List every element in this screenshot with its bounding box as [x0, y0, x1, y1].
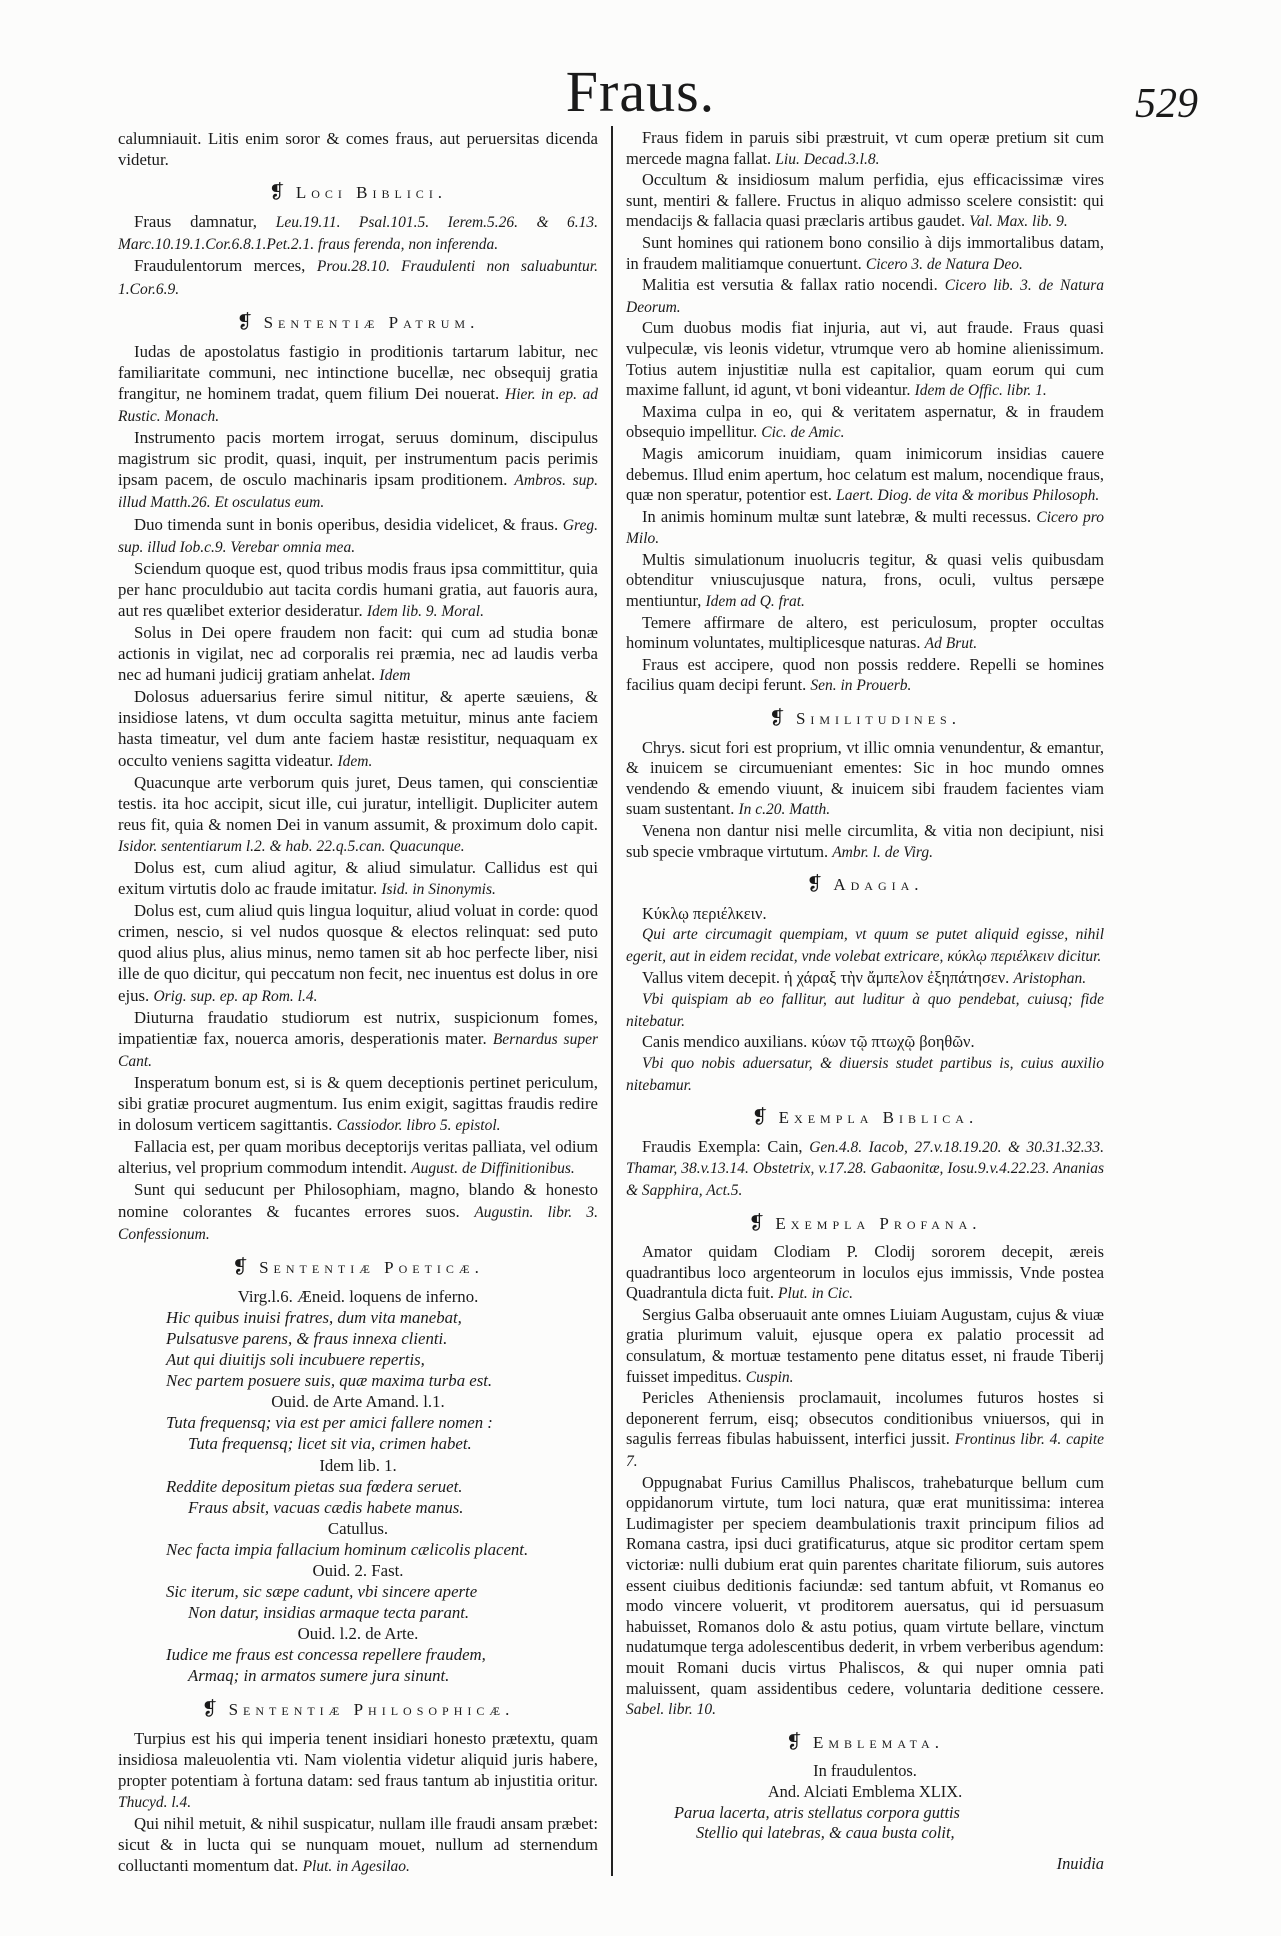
paragraph-text: In animis hominum multæ sunt latebræ, & multi recessus. — [642, 506, 1032, 526]
pilcrow-icon: ❡ — [201, 1698, 223, 1720]
citation: Cicero lib. 3. de Natura Deorum. — [626, 277, 1104, 316]
paragraph — [626, 1137, 1104, 1202]
sententiae-poeticae-list — [118, 1286, 598, 1687]
verse-source: Ouid. 2. Fast. — [312, 1561, 404, 1580]
citation: Greg. sup. illud Iob.c.9. Verebar omnia mea. — [118, 516, 598, 556]
citation: Idem lib. 9. Moral. — [366, 602, 484, 620]
citation: Idem ad Q. frat. — [705, 593, 805, 611]
paragraph-text: calumniauit. Litis enim soror & comes fraus, aut peruersitas dicenda videtur. — [118, 129, 598, 170]
paragraph-text: Solus in Dei opere fraudem non facit: qui cum ad studia bonæ actionis in vigilat, nec ad corporalis rei præmia, nec ad laudis verba nec ad humani judicij gratiam anhelat. — [118, 622, 598, 685]
paragraph — [626, 738, 1104, 821]
heading-sententiae-philosophicae: ❡ Sententiæ Philosophicæ. — [201, 1698, 515, 1720]
citation: Aristophan. — [1013, 969, 1087, 987]
similitudines-list — [626, 738, 1104, 864]
pilcrow-icon: ❡ — [268, 182, 290, 204]
sententiae-patrum-list — [118, 341, 598, 1245]
paragraph-text: Fraus est accipere, quod non possis reddere. Repelli se homines facilius quam decipi ferunt. — [626, 654, 1104, 695]
paragraph-text: Canis mendico auxilians. κύων τῷ πτωχῷ βοηθῶν. — [642, 1032, 975, 1052]
paragraph — [626, 507, 1104, 550]
citation: Isidor. sententiarum l.2. & hab. 22.q.5.can. Quacunque. — [118, 837, 465, 855]
verse-line: Iudice me fraus est concessa repellere fraudem, — [166, 1645, 486, 1665]
paragraph — [118, 341, 598, 427]
pilcrow-icon: ❡ — [751, 1107, 773, 1129]
paragraph — [118, 1007, 598, 1072]
citation: Ambros. sup. illud Matth.26. Et osculatus eum. — [118, 472, 598, 512]
verse-line: Reddite depositum pietas sua fœdera seruet. — [166, 1476, 463, 1496]
citation: Laert. Diog. de vita & moribus Philosoph. — [836, 487, 1100, 505]
paragraph — [118, 857, 598, 900]
paragraph-text: Dolus est, cum aliud agitur, & aliud simulatur. Callidus est qui exitum virtutis dolo ac fraude imitatur. — [118, 858, 598, 899]
paragraph — [118, 1136, 598, 1179]
paragraph — [626, 904, 1104, 925]
citation: Plut. in Cic. — [778, 1285, 853, 1303]
citation: Cic. de Amic. — [761, 424, 845, 442]
pilcrow-icon: ❡ — [806, 874, 828, 896]
citation: Vbi quo nobis aduersatur, & diuersis studet partibus is, cuius auxilio nitebamur. — [626, 1054, 1104, 1094]
paragraph — [626, 1388, 1104, 1472]
paragraph — [626, 1473, 1104, 1721]
paragraph — [626, 1305, 1104, 1388]
paragraph — [626, 924, 1104, 967]
catchword: Inuidia — [1056, 1853, 1104, 1873]
paragraph — [118, 1728, 598, 1813]
paragraph — [118, 1072, 598, 1136]
paragraph — [626, 444, 1104, 507]
paragraph — [626, 170, 1104, 233]
verse-source: Ouid. de Arte Amand. l.1. — [271, 1392, 445, 1412]
paragraph-text: Fraudis Exempla: Cain, — [642, 1136, 803, 1156]
citation: Cuspin. — [745, 1368, 794, 1386]
paragraph-text: Sergius Galba obseruauit ante omnes Liuiam Augustam, cujus & viuæ gratia plurimum valuit, ejusque opera ex palatio processit ad consulatum, & mortuæ testamento pene ditatus esset, ni fraude Tiberij fuisset impeditus. — [626, 1304, 1104, 1386]
heading-exempla-profana: ❡ Exempla Profana. — [748, 1212, 982, 1234]
verse-line: Hic quibus inuisi fratres, dum vita manebat, — [166, 1307, 462, 1327]
paragraph — [626, 989, 1104, 1032]
citation: Cicero 3. de Natura Deo. — [865, 255, 1023, 273]
citation: Idem de Offic. libr. 1. — [914, 382, 1047, 400]
paragraph-text: Duo timenda sunt in bonis operibus, desidia videlicet, & fraus. — [134, 514, 559, 534]
paragraph-text: Occultum & insidiosum malum perfidia, ejus efficacissimæ vires sunt, mentiri & fallere. Fructus in aliquo admisso scelere consistit: qui mendacijs & fallacia quasi præclaris artibus gaudet. — [626, 170, 1104, 231]
paragraph-text: Chrys. sicut fori est proprium, vt illic omnia venundentur, & emantur, & inuicem se circumueniant ementes: Sic in hoc mundo omnes vendendo & emendo viuunt, & inuicem sibi fraudem facientes viam suam sustentant. — [626, 737, 1104, 819]
left-intro — [118, 128, 598, 170]
verse-line: Non datur, insidias armaque tecta parant. — [188, 1603, 470, 1623]
sententiae-philosophicae-list — [118, 1728, 598, 1878]
paragraph — [118, 1813, 598, 1877]
heading-emblemata: ❡ Emblemata. — [786, 1731, 944, 1753]
citation: Sen. in Prouerb. — [810, 677, 912, 695]
citation: Idem. — [337, 752, 373, 770]
paragraph-text: Oppugnabat Furius Camillus Phaliscos, trahebaturque bellum cum oppidanorum virtute, tum loci natura, quæ erat munitissima: interea Ludimagister per speciem deambulationis traxit principum filios ad Romana castra, ipsi duci gratificaturus, atque sic proditor certam spem victoriæ: nulli dubium erat quin parentes charitate filiorum, suis autores essent ciuibus deditionis faciundæ: sed tantum abfuit, vt Romanus eo modo vincere voluerit, vt proditorem auersatus, qui id persuasum habuisset, Romanos dolo & astu potius, quam virtute bellare, vinctum nudatumque terga adolescentibus dederit, in vrbem verberibus agendum: mouit Romani ducis virtus Phaliscos, & qui nuper omnia pati maluissent, quam assidentibus cedere, voluntaria deditione cessere. — [626, 1472, 1104, 1698]
citation: Bernardus super Cant. — [118, 1030, 598, 1070]
paragraph — [626, 1032, 1104, 1053]
paragraph-text: Sciendum quoque est, quod tribus modis fraus ipsa committitur, quia per hanc proculdubio aut tacita cordis humani gratia, aut fauoris aura, aut res quælibet exterior desideratur. — [118, 558, 598, 620]
paragraph — [118, 772, 598, 857]
exempla-biblica-list — [626, 1137, 1104, 1202]
paragraph — [626, 402, 1104, 444]
citation: Orig. sup. ep. ap Rom. l.4. — [153, 987, 318, 1005]
verse-line: Nec partem posuere suis, quæ maxima turba est. — [166, 1371, 493, 1391]
citation: Cassiodor. libro 5. epistol. — [336, 1117, 501, 1135]
paragraph-text: Sunt homines qui rationem bono consilio à dijs immortalibus datam, in fraudem malitiamque conuertunt. — [626, 232, 1104, 273]
pilcrow-icon: ❡ — [236, 311, 258, 333]
citation: Prou.28.10. Fraudulenti non saluabuntur. 1.Cor.6.9. — [118, 258, 598, 298]
citation: Vbi quispiam ab eo fallitur, aut luditur à quo pendebat, cuiusq; fide nitebatur. — [626, 991, 1104, 1030]
pilcrow-icon: ❡ — [232, 1256, 254, 1278]
verse-line: Sic iterum, sic sæpe cadunt, vbi sincere aperte — [166, 1582, 478, 1602]
paragraph — [626, 1242, 1104, 1305]
right-intro — [626, 128, 1104, 697]
verse-line: Armaq; in armatos sumere jura sinunt. — [188, 1666, 450, 1686]
paragraph — [118, 128, 598, 170]
paragraph — [626, 821, 1104, 863]
paragraph — [118, 255, 598, 299]
paragraph-text: Qui nihil metuit, & nihil suspicatur, nullam ille fraudi ansam præbet: sicut & in lucta qui se nunquam mouet, nullum ad sternendum colluctanti momentum dat. — [118, 1814, 598, 1876]
paragraph-text: Fraus damnatur, — [134, 212, 257, 232]
paragraph — [626, 968, 1104, 990]
running-title: Fraus. — [565, 59, 716, 124]
paragraph-text: Instrumento pacis mortem irrogat, seruus dominum, discipulus magistrum sic prodit, quasi, inquit, per instrumentum pacis perimis ipsam pacem, de osculo machinaris ipsam proditionem. — [118, 428, 598, 490]
heading-adagia: ❡ Adagia. — [806, 874, 924, 896]
paragraph — [626, 613, 1104, 655]
heading-similitudines: ❡ Similitudines. — [769, 708, 961, 730]
verse-source: And. Alciati Emblema XLIX. — [767, 1781, 963, 1801]
paragraph — [118, 1179, 598, 1244]
verse-source: Idem lib. 1. — [319, 1455, 397, 1475]
paragraph-text: Quacunque arte verborum quis juret, Deus tamen, qui conscientiæ testis. ita hoc accipit, sicut ille, cui juratur, intelligit. Dupliciter autem reus fit, quia & nomen Dei in vanum assumit, & proximum dolo capit. — [118, 772, 598, 834]
verse-line: Aut qui diuitijs soli incubuere repertis, — [166, 1350, 425, 1370]
verse-line: Nec facta impia fallacium hominum cælicolis placent. — [166, 1539, 529, 1559]
citation: Val. Max. lib. 9. — [969, 213, 1068, 231]
paragraph — [118, 558, 598, 622]
paragraph — [118, 514, 598, 558]
paragraph-text: Temere affirmare de altero, est periculosum, propter occultas hominum voluntates, multiplicesque naturas. — [626, 612, 1104, 653]
exempla-profana-list — [626, 1242, 1104, 1721]
citation: Gen.4.8. Iacob, 27.v.18.19.20. & 30.31.32.33. Thamar, 38.v.13.14. Obstetrix, v.17.28. Gabaonitæ, Iosu.9.v.4.22.23. Ananias & Sapphira, Act.5. — [626, 1138, 1104, 1199]
verse-line: Tuta frequensq; via est per amici fallere nomen : — [166, 1413, 493, 1433]
paragraph-text: Magis amicorum inuidiam, quam inimicorum insidias cauere debemus. Illud enim apertum, hoc celatum est malum, nocendique fraus, quæ non speratur, potentior est. — [626, 443, 1104, 505]
paragraph — [626, 318, 1104, 401]
verse-source: Virg.l.6. Æneid. loquens de inferno. — [237, 1286, 479, 1306]
citation: Cicero pro Milo. — [626, 508, 1104, 548]
pilcrow-icon: ❡ — [769, 708, 790, 730]
citation: Qui arte circumagit quempiam, vt quum se putet aliquid egisse, nihil egerit, aut in eidem recidat, vnde volebat extricare, κύκλῳ περιέλκειν dicitur. — [626, 926, 1104, 965]
emblemata-list — [626, 1761, 1104, 1843]
citation: Sabel. libr. 10. — [626, 1701, 716, 1719]
paragraph-text: Dolosus aduersarius ferire simul nititur, & aperte sæuiens, & insidiose latens, vt dum occulta sagitta metuitur, minus ante faciem hasta timeatur, vel dum ante faciem hastæ resistitur, nequaquam ex occulto veniens sagitta videatur. — [118, 687, 598, 770]
paragraph — [626, 233, 1104, 275]
citation: Augustin. libr. 3. Confessionum. — [118, 1203, 598, 1243]
citation: Liu. Decad.3.l.8. — [775, 150, 880, 168]
paragraph-text: Iudas de apostolatus fastigio in proditionis tartarum labitur, nec familiaritate communi, nec intinctione bucellæ, nec obsequij gratia frangitur, ne hominem tradat, quem filium Dei nouerat. — [118, 341, 598, 403]
paragraph — [118, 622, 598, 686]
paragraph-text: Diuturna fraudatio studiorum est nutrix, suspicionum fomes, impatientiæ fax, nouerca amoris, desperationis mater. — [118, 1007, 598, 1048]
paragraph-text: Vallus vitem decepit. ἡ χάραξ τὴν ἄμπελον ἐξηπάτησεν. — [642, 967, 1010, 987]
paragraph-text: Venena non dantur nisi melle circumlita, & vitia non decipiunt, nisi sub specie vmbraque virtutum. — [626, 821, 1104, 861]
verse-line: Tuta frequensq; licet sit via, crimen habet. — [188, 1434, 472, 1454]
heading-sententiae-patrum: ❡ Sententiæ Patrum. — [236, 311, 480, 333]
verse-line: Stellio qui latebras, & caua busta colit, — [696, 1823, 955, 1843]
citation: August. de Diffinitionibus. — [411, 1160, 575, 1178]
citation: Isid. in Sinonymis. — [381, 881, 496, 899]
paragraph — [118, 686, 598, 771]
citation: Hier. in ep. ad Rustic. Monach. — [118, 385, 598, 426]
paragraph-text: Pericles Atheniensis proclamauit, incolumes futuros hostes si deponerent ferrum, eisq; obsecutos conditionibus vniuersos, qui in sagulis ferreas fibulas habuissent, interfici jussit. — [626, 1388, 1104, 1449]
paragraph — [626, 655, 1104, 697]
paragraph-text: Κύκλῳ περιέλκειν. — [642, 903, 767, 923]
citation: Plut. in Agesilao. — [302, 1858, 410, 1876]
adagia-list — [626, 904, 1104, 1096]
paragraph — [118, 211, 598, 255]
paragraph-text: Fraudulentorum merces, — [134, 256, 306, 276]
right-column — [626, 128, 1104, 1874]
heading-sententiae-poeticae: ❡ Sententiæ Poeticæ. — [232, 1256, 484, 1278]
loci-biblici-list — [118, 211, 598, 299]
paragraph — [626, 1053, 1104, 1096]
paragraph-text: Maxima culpa in eo, qui & veritatem aspernatur, & in fraudem obsequio impellitur. — [626, 401, 1104, 442]
paragraph-text: Insperatum bonum est, si is & quem deceptionis pertinet periculum, sibi gratiæ procuret augmentum. Ius enim exigit, sagittas fraudis redire in dolosum verticem sagittantis. — [118, 1072, 598, 1135]
citation: Idem — [379, 667, 411, 685]
heading-loci-biblici: ❡ Loci Biblici. — [268, 182, 448, 204]
citation: Thucyd. l.4. — [118, 1793, 192, 1811]
verse-source: Ouid. l.2. de Arte. — [297, 1624, 419, 1644]
paragraph — [626, 128, 1104, 170]
paragraph-text: Turpius est his qui imperia tenent insidiari honesto prætextu, quam insidiosa maleuolentia vti. Nam violentia videtur aliquid juris habere, propter potentiam à fortuna datam: sed fraus tantum ab injustitia oritur. — [118, 1728, 598, 1790]
citation: In c.20. Matth. — [738, 801, 831, 819]
verse-source: Catullus. — [327, 1518, 389, 1538]
paragraph — [626, 550, 1104, 613]
column-rule — [611, 126, 613, 1876]
heading-exempla-biblica: ❡ Exempla Biblica. — [751, 1107, 979, 1129]
page-number: 529 — [1135, 81, 1198, 127]
verse-source: In fraudulentos. — [813, 1761, 917, 1781]
pilcrow-icon: ❡ — [786, 1731, 807, 1753]
verse-line: Parua lacerta, atris stellatus corpora guttis — [674, 1802, 960, 1822]
citation: Ambr. l. de Virg. — [832, 843, 933, 861]
verse-line: Fraus absit, vacuas cædis habete manus. — [188, 1497, 464, 1517]
paragraph-text: Multis simulationum inuolucris tegitur, & quasi velis quibusdam obtenditur vniuscujusque natura, frons, oculi, vultus persæpe mentiuntur, — [626, 549, 1104, 611]
paragraph — [118, 427, 598, 513]
paragraph — [118, 900, 598, 1006]
paragraph-text: Fraus fidem in paruis sibi præstruit, vt cum operæ pretium sit cum mercede magna fallat. — [626, 128, 1104, 168]
paragraph-text: Cum duobus modis fiat injuria, aut vi, aut fraude. Fraus quasi vulpeculæ, vis leonis videtur, vtrumque vero ab homine alienissimum. Totius autem injustitiæ nulla est capitalior, quam eorum qui cum maxime fallunt, id agunt, vt boni videantur. — [626, 318, 1104, 400]
citation: Frontinus libr. 4. capite 7. — [626, 1431, 1104, 1471]
citation: Leu.19.11. Psal.101.5. Ierem.5.26. & 6.13. Marc.10.19.1.Cor.6.8.1.Pet.2.1. fraus ferenda, non inferenda. — [118, 214, 598, 254]
paragraph — [626, 275, 1104, 318]
paragraph-text: Fallacia est, per quam moribus deceptorijs veritas palliata, vel odium alterius, vel proprium commodum intendit. — [118, 1137, 598, 1178]
paragraph-text: Malitia est versutia & fallax ratio nocendi. — [642, 275, 938, 295]
citation: Ad Brut. — [924, 635, 978, 653]
verse-line: Pulsatusve parens, & fraus innexa clienti. — [166, 1328, 448, 1348]
left-column — [118, 128, 598, 1877]
pilcrow-icon: ❡ — [748, 1212, 770, 1234]
paragraph-text: Dolus est, cum aliud quis lingua loquitur, aliud voluat in corde: quod crimen, nescio, si vel nudos quosque & electos relinquat: sed puto quod alius plus, alius minus, nemo tamen sit ab hoc perfecte liber, nisi ille de quo dicitur, qui peccatum non fecit, nec inuentus est dolus in ore ejus. — [118, 901, 598, 1005]
paragraph-text: Sunt qui seducunt per Philosophiam, magno, blando & honesto nomine colorantes & fucantes errores suos. — [118, 1180, 598, 1221]
paragraph-text: Amator quidam Clodiam P. Clodij sororem decepit, æreis quadrantibus loco argenteorum in loculos ejus immissis, Vnde postea Quadrantula dicta fuit. — [626, 1242, 1104, 1303]
